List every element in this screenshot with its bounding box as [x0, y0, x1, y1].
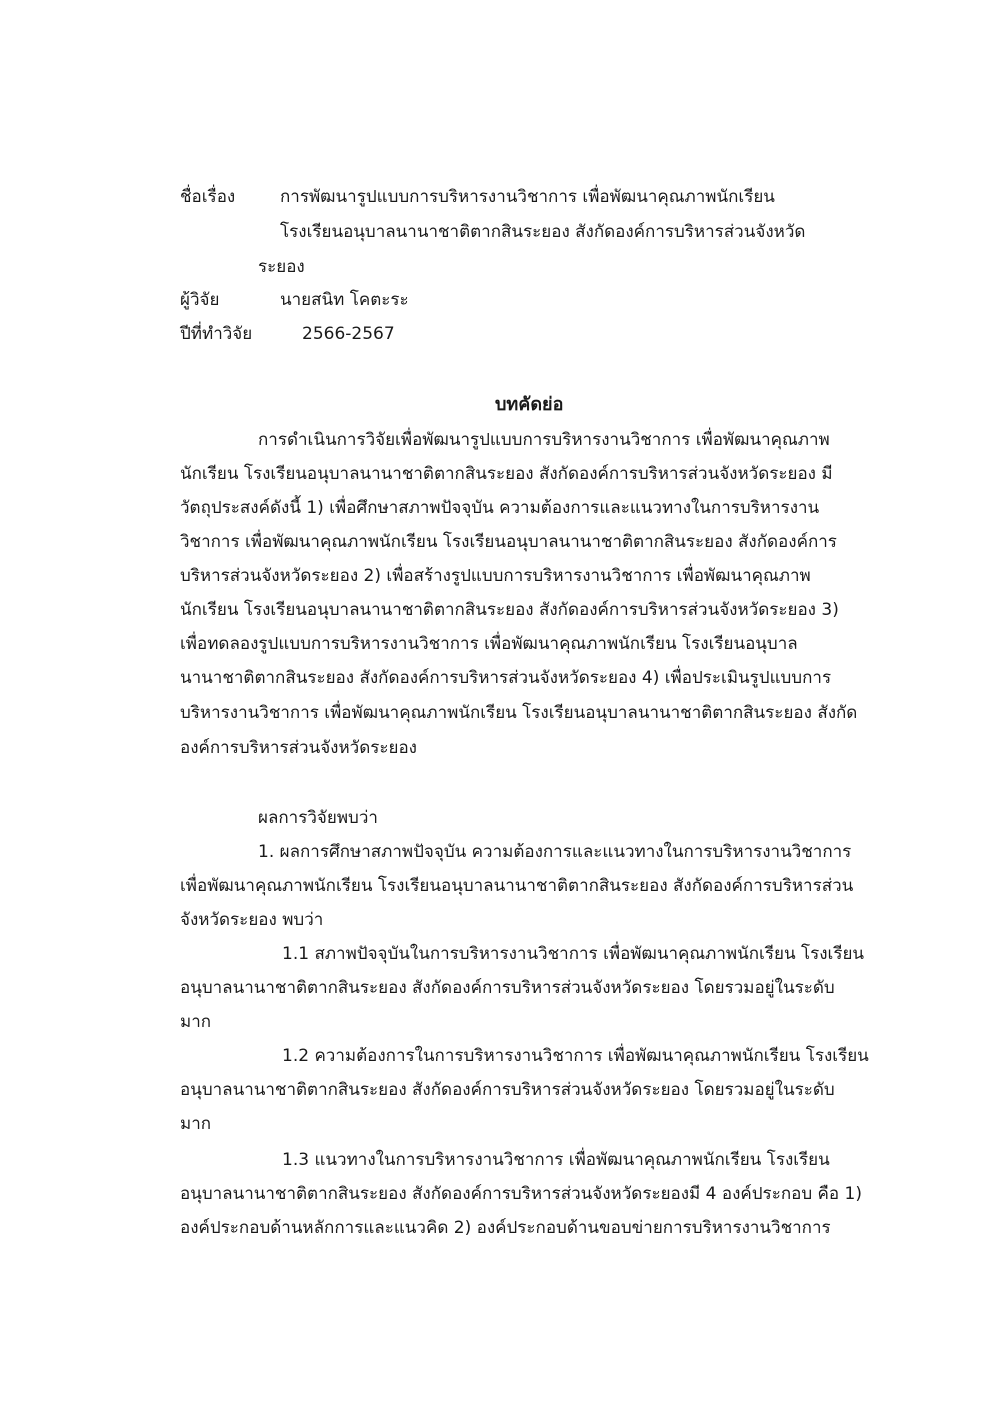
title-line-2: โรงเรียนอนุบาลนานาชาติตากสินระยอง สังกัดองค์การบริหารส่วนจังหวัด: [280, 222, 806, 242]
researcher-label: ผู้วิจัย: [180, 290, 220, 310]
abstract-line: บริหารงานวิชาการ เพื่อพัฒนาคุณภาพนักเรียน โรงเรียนอนุบาลนานาชาติตากสินระยอง สังกัด: [180, 703, 858, 723]
title-line-1: การพัฒนารูปแบบการบริหารงานวิชาการ เพื่อพัฒนาคุณภาพนักเรียน: [280, 187, 775, 207]
result-item-1-line: 1. ผลการศึกษาสภาพปัจจุบัน ความต้องการและแนวทางในการบริหารงานวิชาการ: [258, 842, 852, 862]
result-item-1-1-line: มาก: [180, 1012, 212, 1032]
abstract-line: นักเรียน โรงเรียนอนุบาลนานาชาติตากสินระยอง สังกัดองค์การบริหารส่วนจังหวัดระยอง 3): [180, 600, 839, 620]
abstract-line: บริหารส่วนจังหวัดระยอง 2) เพื่อสร้างรูปแบบการบริหารงานวิชาการ เพื่อพัฒนาคุณภาพ: [180, 566, 811, 586]
result-item-1-2-line: อนุบาลนานาชาติตากสินระยอง สังกัดองค์การบริหารส่วนจังหวัดระยอง โดยรวมอยู่ในระดับ: [180, 1080, 835, 1100]
result-item-1-line: จังหวัดระยอง พบว่า: [180, 910, 324, 930]
abstract-line: นักเรียน โรงเรียนอนุบาลนานาชาติตากสินระยอง สังกัดองค์การบริหารส่วนจังหวัดระยอง มี: [180, 464, 833, 484]
abstract-line: วิชาการ เพื่อพัฒนาคุณภาพนักเรียน โรงเรียนอนุบาลนานาชาติตากสินระยอง สังกัดองค์การ: [180, 532, 837, 552]
result-item-1-3-line: องค์ประกอบด้านหลักการและแนวคิด 2) องค์ประกอบด้านขอบข่ายการบริหารงานวิชาการ: [180, 1218, 831, 1238]
abstract-line: วัตถุประสงค์ดังนี้ 1) เพื่อศึกษาสภาพปัจจุบัน ความต้องการและแนวทางในการบริหารงาน: [180, 498, 820, 518]
researcher-name: นายสนิท โคตะระ: [280, 290, 409, 310]
result-item-1-2-line: 1.2 ความต้องการในการบริหารงานวิชาการ เพื่อพัฒนาคุณภาพนักเรียน โรงเรียน: [282, 1046, 869, 1066]
results-intro: ผลการวิจัยพบว่า: [258, 808, 378, 828]
abstract-line: เพื่อทดลองรูปแบบการบริหารงานวิชาการ เพื่อพัฒนาคุณภาพนักเรียน โรงเรียนอนุบาล: [180, 634, 798, 654]
title-line-3: ระยอง: [258, 257, 305, 277]
abstract-line: นานาชาติตากสินระยอง สังกัดองค์การบริหารส่วนจังหวัดระยอง 4) เพื่อประเมินรูปแบบการ: [180, 668, 832, 688]
abstract-line: การดำเนินการวิจัยเพื่อพัฒนารูปแบบการบริหารงานวิชาการ เพื่อพัฒนาคุณภาพ: [258, 430, 830, 450]
result-item-1-3-line: 1.3 แนวทางในการบริหารงานวิชาการ เพื่อพัฒนาคุณภาพนักเรียน โรงเรียน: [282, 1150, 830, 1170]
result-item-1-2-line: มาก: [180, 1114, 212, 1134]
result-item-1-1-line: อนุบาลนานาชาติตากสินระยอง สังกัดองค์การบริหารส่วนจังหวัดระยอง โดยรวมอยู่ในระดับ: [180, 978, 835, 998]
year-value: 2566-2567: [302, 324, 395, 344]
result-item-1-1-line: 1.1 สภาพปัจจุบันในการบริหารงานวิชาการ เพื่อพัฒนาคุณภาพนักเรียน โรงเรียน: [282, 944, 865, 964]
abstract-heading: บทคัดย่อ: [495, 394, 564, 415]
year-label: ปีที่ทำวิจัย: [180, 324, 253, 344]
result-item-1-3-line: อนุบาลนานาชาติตากสินระยอง สังกัดองค์การบริหารส่วนจังหวัดระยองมี 4 องค์ประกอบ คือ 1): [180, 1184, 862, 1204]
result-item-1-line: เพื่อพัฒนาคุณภาพนักเรียน โรงเรียนอนุบาลนานาชาติตากสินระยอง สังกัดองค์การบริหารส่วน: [180, 876, 854, 896]
title-label: ชื่อเรื่อง: [180, 187, 236, 207]
abstract-line: องค์การบริหารส่วนจังหวัดระยอง: [180, 738, 417, 758]
